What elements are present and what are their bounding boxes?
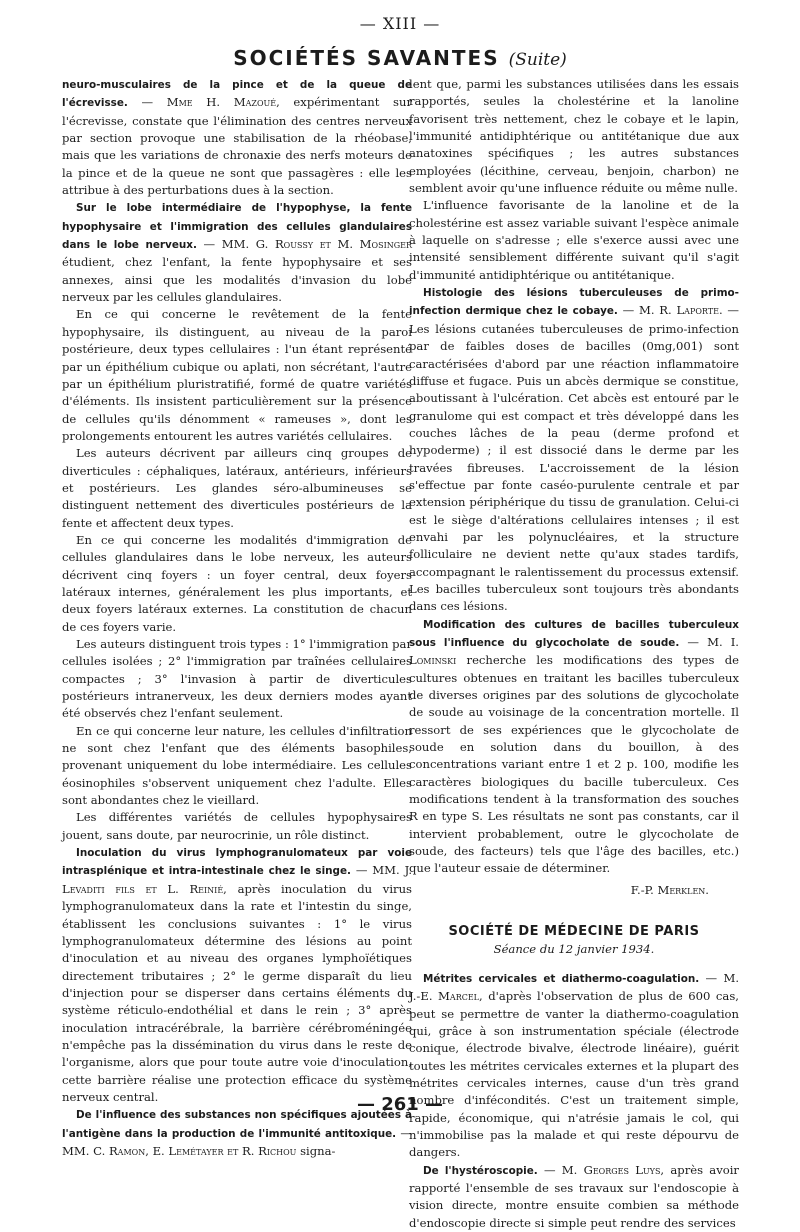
body-text: expérimentant sur l'écrevisse, constate que l'élimination des centres nerveux par section provoque une stabilisation de la rhéobase, mais que les variations de chronaxie des nerfs moteurs de la pince et de la queue ne sont que passagères : elle les attribue à des perturbations dues à la section. [62, 95, 412, 198]
section-heading: Histologie des lésions tuberculeuses de primo-infection dermique chez le cobaye. [409, 287, 739, 318]
body-text: après inoculation du virus lymphogranulomateux dans la rate et l'intestin du singe, établissent les conclusions suivantes : 1° le virus lymphogranulomateux détermine des lésions au point d'inoculation et au niveau des organes lymphoïétiques directement tributaires ; 2° le germe disparaît du lieu d'injection pour se disperser dans certains éléments du système réticulo-endothélial et dans le rein ; 3° après inoculation intracérébrale, la barrière cérébroméningée n'empêche pas la dissémination du virus dans le reste de l'organisme, alors que pour toute autre voie d'inoculation, cette barrière réalise une protection efficace du système nerveux central. [62, 881, 412, 1104]
page-number: — 261 — [356, 1094, 444, 1115]
author: — M. Georges Luys, [543, 1162, 665, 1177]
section-heading: Inoculation du virus lymphogranulomateux par voie intrasplénique et intra-intestinale chez le singe. [62, 847, 412, 878]
paragraph: L'influence favorisante de la lanoline et de la cholestérine est assez variable suivant l'espèce animale à laquelle on s'adresse ; elle s'exerce aussi avec une intensité sensiblement différente suivant qu'il s'agit d'immunité antidiphtérique ou antitétanique. [409, 198, 739, 282]
title-main: SOCIÉTÉS SAVANTES [233, 46, 500, 70]
author: — M. I. Lominski [409, 635, 739, 668]
section-heading: Modification des cultures de bacilles tuberculeux sous l'influence du glycocholate de soude. [409, 618, 739, 649]
section-heading: neuro-musculaires de la pince et de la queue de l'écrevisse. [62, 79, 412, 110]
paragraph: Les différentes variétés de cellules hypophysaires jouent, sans doute, par neurocrinie, un rôle distinct. [62, 810, 412, 842]
paragraph: En ce qui concerne les modalités d'immigration de cellules glandulaires dans le lobe nerveux, les auteurs décrivent cinq foyers : un foyer central, deux foyers latéraux internes, généralement les plus importants, et deux foyers latéraux externes. La constitution de chacun de ces foyers varie. [62, 532, 412, 634]
author: — MM. G. Roussy et M. Mosinger [203, 237, 412, 252]
author: — M. J.-E. Marcel, [409, 970, 740, 1004]
paragraph [409, 970, 739, 1162]
paragraph: Les auteurs distinguent trois types : 1° l'immigration par cellules isolées ; 2° l'immigration par traînées cellulaires compactes ; 3° l'invasion à partir de diverticules postérieurs intranerveux, les deux derniers modes ayant été observés chez l'enfant seulement. [62, 637, 412, 721]
paragraph [62, 76, 412, 199]
paragraph [62, 199, 412, 306]
society-heading: SOCIÉTÉ DE MÉDECINE DE PARIS [448, 924, 700, 940]
paragraph: Les auteurs décrivent par ailleurs cinq groupes de diverticules : céphaliques, latéraux, antérieurs, inférieurs et postérieurs. Les glandes séro-albumineuses se distinguent nettement des diverticules postérieurs de la fente et affectent deux types. [62, 446, 412, 530]
session-date: Séance du 12 janvier 1934. [493, 941, 655, 956]
body-text: d'après l'observation de plus de 600 cas, peut se permettre de vanter la diathermo-coagulation qui, grâce à son instrumentation spéciale (électrode conique, électrode bivalve, électrode linéaire), guérit toutes les métrites cervicales externes et la plupart des métrites cervicales internes, cause d'un très grand nombre d'infécondités. C'est un traitement simple, rapide, économique, qui n'atrésie jamais le col, qui n'immobilise pas la malade et qui reste dépourvu de dangers. [409, 989, 739, 1160]
author: — MM. J. Levaditi fils et L. Reinié, [62, 863, 413, 896]
title-suite: (Suite) [508, 50, 567, 70]
author: — M. R. Laporte. [622, 303, 723, 318]
body-text: signa- [300, 1143, 336, 1158]
left-column [62, 76, 412, 1160]
section-heading: Métrites cervicales et diathermo-coagulation. [423, 972, 700, 985]
body-text: étudient, chez l'enfant, la fente hypophysaire et ses annexes, ainsi que les modalités d'invasion du lobe nerveux par les cellules glandulaires. [62, 255, 412, 305]
paragraph [409, 284, 739, 616]
section-heading: De l'influence des substances non spécifiques ajoutées à l'antigène dans la production de l'immunité antitoxique. [62, 1109, 412, 1140]
author: — MM. C. Ramon, E. Lemétayer et R. Richou [62, 1125, 412, 1158]
signature: F.-P. Merklen. [630, 882, 709, 897]
page-title [0, 46, 800, 70]
paragraph [62, 844, 412, 1106]
paragraph [409, 1162, 739, 1232]
paragraph: En ce qui concerne le revêtement de la fente hypophysaire, ils distinguent, au niveau de la paroi postérieure, deux types cellulaires : l'un étant représenté par un épithélium cubique ou aplati, non sécrétant, l'autre par un épithélium pluristratifié, formé de quatre variétés d'éléments. Ils insistent particulièrement sur la présence de cellules qu'ils dénomment « rameuses », dont les prolongements entourent les autres variétés cellulaires. [62, 307, 412, 443]
body-text: recherche les modifications des types de cultures obtenues en traitant les bacilles tuberculeux de diverses origines par des solutions de glycocholate de soude au voisinage de la concentration mortelle. Il ressort de ses expériences que le glycocholate de soude en solution dans du bouillon, à des concentrations variant entre 1 et 2 p. 100, modifie les caractères biologiques du bacille tuberculeux. Ces modifications tendent à la transformation des souches R en type S. Les résultats ne sont pas constants, car il intervient probablement, outre le glycocholate de soude, des facteurs) tels que l'âge des bacilles, etc.) que l'auteur essaie de déterminer. [409, 653, 740, 876]
section-heading: Sur le lobe intermédiaire de l'hypophyse, la fente hypophysaire et l'immigration des cellules glandulaires dans le lobe nerveux. [62, 202, 412, 252]
paragraph: lent que, parmi les substances utilisées dans les essais rapportés, seules la cholestérine et la lanoline favorisent très nettement, chez le cobaye et le lapin, l'immunité antidiphtérique ou antitétanique due aux anatoxines spécifiques ; les autres substances employées (lécithine, cerveau, benjoin, charbon) ne semblent avoir qu'une influence réduite ou même nulle. [409, 77, 739, 196]
body-text: après avoir rapporté l'ensemble de ses travaux sur l'endoscopie à vision directe, montre ensuite combien sa méthode d'endoscopie directe si simple peut rendre des services [409, 1162, 739, 1230]
author: — Mme H. Mazoué, [141, 95, 280, 110]
paragraph: En ce qui concerne leur nature, les cellules d'infiltration ne sont chez l'enfant que des éléments basophiles, provenant uniquement du lobe intermédiaire. Les cellules éosinophiles s'observent uniquement chez l'adulte. Elles sont abondantes chez le vieillard. [62, 723, 412, 808]
right-column [409, 76, 739, 1232]
body-text: — Les lésions cutanées tuberculeuses de primo-infection par de faibles doses de bacilles (0mg,001) sont caractérisées d'abord par une réaction inflammatoire diffuse et fugace. Puis un abcès dermique se constitue, aboutissant à l'ulcération. Cet abcès est entouré par le granulome qui est compact et très développé dans les couches lâches de la peau (derme profond et hypoderme) ; il est dissocié dans le derme par les travées fibreuses. L'accroissement de la lésion s'effectue par fonte caséo-purulente centrale et par extension périphérique du tissu de granulation. Celui-ci est le siège d'altérations cellulaires intenses ; il est envahi par les polynucléaires, et la structure folliculaire ne devient nette qu'aux stades tardifs, accompagnant le ralentissement du processus extensif. Les bacilles tuberculeux sont toujours très abondants dans ces lésions. [409, 303, 739, 614]
section-heading: De l'hystéroscopie. [423, 1164, 538, 1177]
paragraph [409, 616, 739, 878]
roman-page-number: — XIII — [359, 14, 441, 33]
